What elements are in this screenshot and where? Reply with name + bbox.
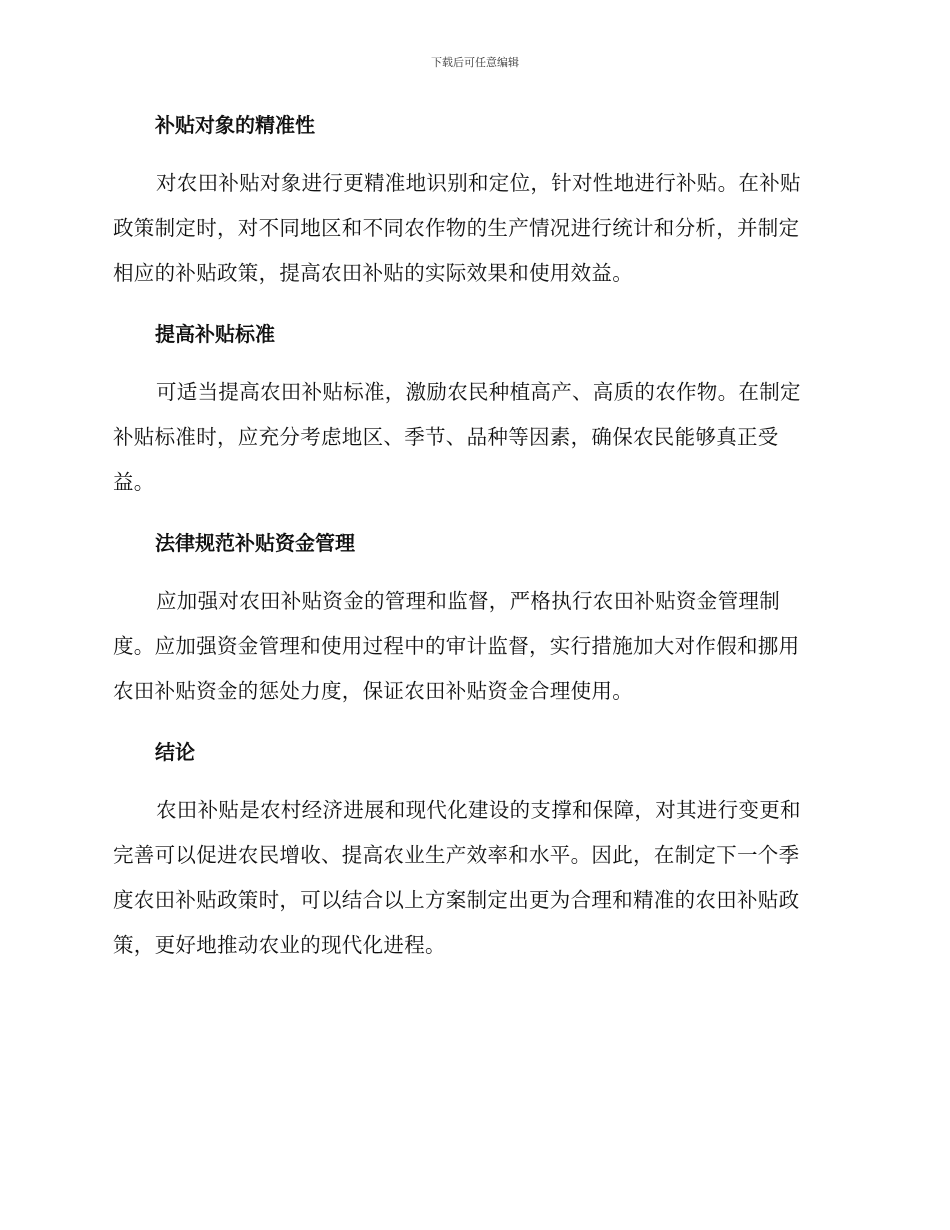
page-header: 下载后可任意编辑 <box>431 56 519 69</box>
section-heading: 提高补贴标准 <box>155 322 275 346</box>
paragraph-line: 对农田补贴对象进行更精准地识别和定位，针对性地进行补贴。在补贴 <box>156 171 801 195</box>
paragraph-line: 度。应加强资金管理和使用过程中的审计监督，实行措施加大对作假和挪用 <box>113 634 800 658</box>
paragraph-line: 政策制定时，对不同地区和不同农作物的生产情况进行统计和分析，并制定 <box>113 216 800 240</box>
paragraph-line: 农田补贴是农村经济进展和现代化建设的支撑和保障，对其进行变更和 <box>156 798 801 822</box>
paragraph-line: 农田补贴资金的惩处力度，保证农田补贴资金合理使用。 <box>113 679 633 703</box>
document-body <box>113 110 833 991</box>
section-heading: 结论 <box>155 740 195 764</box>
paragraph-line: 完善可以促进农民增收、提高农业生产效率和水平。因此，在制定下一个季 <box>113 843 800 867</box>
section-heading: 补贴对象的精准性 <box>155 113 315 137</box>
section-paragraph <box>113 370 833 505</box>
paragraph-line: 可适当提高农田补贴标准，激励农民种植高产、高质的农作物。在制定 <box>156 380 801 404</box>
paragraph-line: 补贴标准时，应充分考虑地区、季节、品种等因素，确保农民能够真正受 <box>113 425 779 449</box>
section-paragraph <box>113 161 833 296</box>
paragraph-line: 度农田补贴政策时，可以结合以上方案制定出更为合理和精准的农田补贴政 <box>113 888 800 912</box>
paragraph-line: 策，更好地推动农业的现代化进程。 <box>113 933 446 957</box>
section-paragraph <box>113 788 833 968</box>
section-heading: 法律规范补贴资金管理 <box>155 531 355 555</box>
section-paragraph <box>113 579 833 714</box>
paragraph-line: 益。 <box>113 470 155 494</box>
paragraph-line: 应加强对农田补贴资金的管理和监督，严格执行农田补贴资金管理制 <box>156 589 780 613</box>
paragraph-line: 相应的补贴政策，提高农田补贴的实际效果和使用效益。 <box>113 261 633 285</box>
